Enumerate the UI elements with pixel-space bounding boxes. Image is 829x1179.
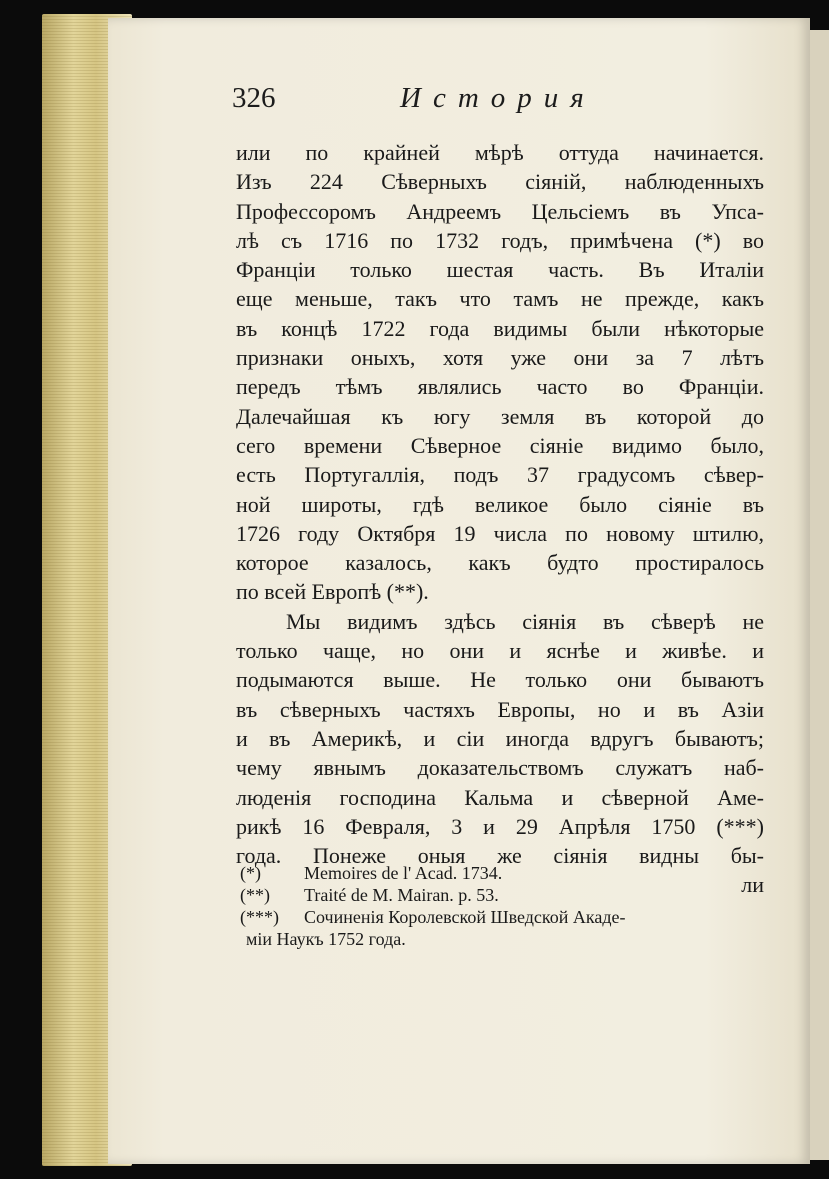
text-line: Франціи только шестая часть. Въ Италіи — [236, 257, 764, 283]
text-line: года. Понеже оныя же сіянія видны бы- — [236, 843, 764, 869]
text-line: есть Португаллія, подъ 37 градусомъ сѣвер- — [236, 462, 764, 488]
page-header — [232, 82, 602, 122]
footnote-mark: (*) — [240, 863, 261, 883]
facing-page-edge — [810, 30, 829, 1160]
footnote-mark: (**) — [240, 885, 270, 905]
footnote — [240, 884, 764, 906]
main-text — [236, 138, 764, 900]
text-line: Далечайшая къ югу земля въ которой до — [236, 403, 764, 429]
text-line: 1726 году Октября 19 числа по новому штилю, — [236, 520, 764, 546]
footnote — [240, 906, 764, 928]
text-line: Профессоромъ Андреемъ Цельсіемъ въ Упса- — [236, 198, 764, 224]
text-line: въ концѣ 1722 года видимы были нѣкоторые — [236, 315, 764, 341]
text-line: еще меньше, такъ что тамъ не прежде, какъ — [236, 286, 764, 312]
footnote-text: Traité de M. Mairan. p. 53. — [304, 885, 499, 905]
footnote-text: Memoires de l' Acad. 1734. — [304, 863, 503, 883]
footnote — [240, 862, 764, 884]
text-line: и въ Америкѣ, и сіи иногда вдругъ бываютъ; — [236, 725, 764, 751]
text-line: Изъ 224 Сѣверныхъ сіяній, наблюденныхъ — [236, 169, 764, 195]
footnote-text: міи Наукъ 1752 года. — [246, 929, 406, 949]
text-line: передъ тѣмъ являлись часто во Франціи. — [236, 374, 764, 400]
text-line: признаки оныхъ, хотя уже они за 7 лѣтъ — [236, 345, 764, 371]
text-line: которое казалось, какъ будто простиралось — [236, 550, 764, 576]
footnote-text: Сочиненія Королевской Шведской Акаде- — [304, 907, 626, 927]
text-line: лѣ съ 1716 по 1732 годъ, примѣчена (*) во — [236, 227, 764, 253]
text-line: чему явнымъ доказательствомъ служатъ наб- — [236, 755, 764, 781]
text-line: или по крайней мѣрѣ оттуда начинается. — [236, 140, 764, 165]
text-line: въ сѣверныхъ частяхъ Европы, но и въ Азіи — [236, 696, 764, 722]
text-line: сего времени Сѣверное сіяніе видимо было, — [236, 432, 764, 458]
footnotes — [240, 862, 764, 950]
text-line: по всей Европѣ (**). — [236, 579, 429, 605]
text-line: только чаще, но они и яснѣе и живѣе. и — [236, 638, 764, 664]
catchword: ли — [741, 872, 764, 898]
text-line: подымаются выше. Не только они бываютъ — [236, 667, 764, 693]
footnote-mark: (***) — [240, 907, 279, 927]
text-line: ной широты, гдѣ великое было сіяніе въ — [236, 491, 764, 517]
footnote-continuation — [240, 928, 764, 950]
running-title: История — [400, 82, 596, 114]
page-number: 326 — [232, 82, 276, 114]
text-line: Мы видимъ здѣсь сіянія въ сѣверѣ не — [286, 608, 764, 634]
text-line: рикѣ 16 Февраля, 3 и 29 Апрѣля 1750 (***) — [236, 813, 764, 839]
text-line: люденія господина Кальма и сѣверной Аме- — [236, 784, 764, 810]
